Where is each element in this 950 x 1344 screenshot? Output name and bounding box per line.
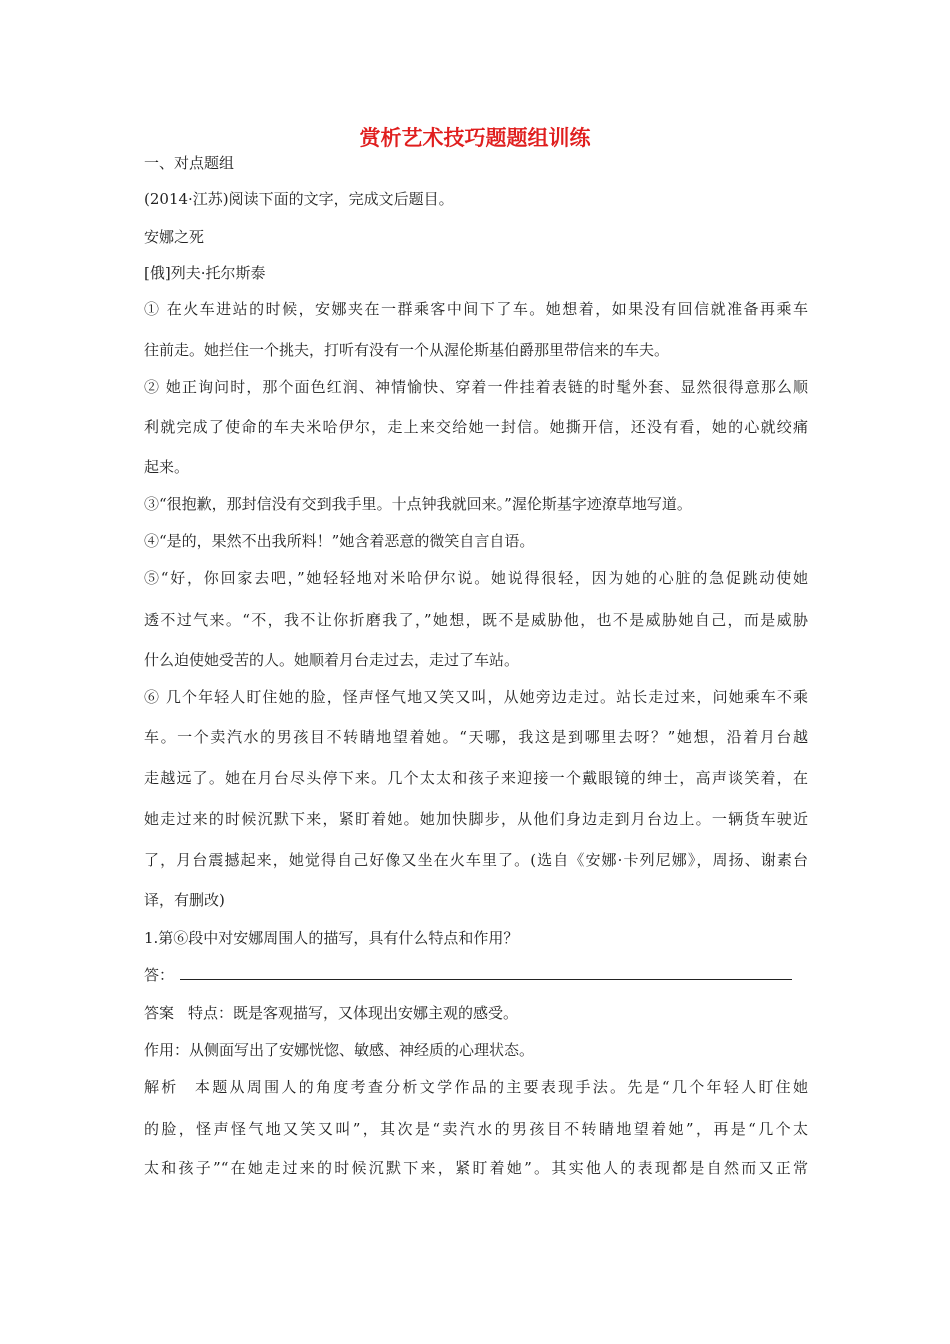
paragraph-line: 利就完成了使命的车夫米哈伊尔，走上来交给她一封信。她撕开信，还没有看，她的心就绞痛 [144,418,808,436]
paragraph-line: ④“是的，果然不出我所料！”她含着恶意的微笑自言自语。 [144,532,535,550]
article-title: 安娜之死 [144,228,205,246]
paragraph-line: 她走过来的时候沉默下来，紧盯着她。她加快脚步，从他们身边走到月台边上。一辆货车驶近 [144,810,808,828]
paragraph-line: 译，有删改) [144,891,225,909]
paragraph-line: ⑤“好，你回家去吧，”她轻轻地对米哈伊尔说。她说得很轻，因为她的心脏的急促跳动使她 [144,569,808,587]
answer-row [144,965,808,985]
answer-label: 答案 [144,1004,175,1022]
paragraph-line: 起来。 [144,458,190,476]
analysis-line: 本题从周围人的角度考查分析文学作品的主要表现手法。先是“几个年轻人盯住她 [192,1078,808,1096]
source-line: (2014·江苏)阅读下面的文字，完成文后题目。 [144,190,454,208]
effect-text: 作用：从侧面写出了安娜恍惚、敏感、神经质的心理状态。 [144,1041,535,1059]
paragraph-line: 车。一个卖汽水的男孩目不转睛地望着她。“天哪，我这是到哪里去呀？”她想，沿着月台越 [144,728,808,746]
page-title: 赏析艺术技巧题题组训练 [359,126,591,150]
analysis-line: 的脸，怪声怪气地又笑又叫”，其次是“卖汽水的男孩目不转睛地望着她”，再是“几个太 [144,1120,808,1138]
paragraph-line: ② 她正询问时，那个面色红润、神情愉快、穿着一件挂着表链的时髦外套、显然很得意那么顺 [144,378,808,396]
analysis-first-line [144,1077,808,1097]
analysis-label: 解析 [144,1078,179,1096]
paragraph-line: 走越远了。她在月台尽头停下来。几个太太和孩子来迎接一个戴眼镜的绅士，高声谈笑着，在 [144,769,808,787]
paragraph-line: ⑥ 几个年轻人盯住她的脸，怪声怪气地又笑又叫，从她旁边走过。站长走过来，问她乘车不乘 [144,688,808,706]
paragraph-line: 什么迫使她受苦的人。她顺着月台走过去，走过了车站。 [144,651,520,669]
analysis-line: 太和孩子”“在她走过来的时候沉默下来，紧盯着她”。其实他人的表现都是自然而又正常 [144,1159,808,1177]
question-text: 1.第⑥段中对安娜周围人的描写，具有什么特点和作用？ [144,929,519,947]
author-line: [俄]列夫·托尔斯泰 [144,264,266,282]
paragraph-line: 往前走。她拦住一个挑夫，打听有没有一个从渥伦斯基伯爵那里带信来的车夫。 [144,341,670,359]
paragraph-line: ① 在火车进站的时候，安娜夹在一群乘客中间下了车。她想着，如果没有回信就准备再乘车 [144,300,808,318]
answer-text: 特点：既是客观描写，又体现出安娜主观的感受。 [188,1004,519,1022]
answer-blank-line[interactable] [180,967,792,980]
answer-prompt: 答： [144,966,175,984]
paragraph-line: 了，月台震撼起来，她觉得自己好像又坐在火车里了。(选自《安娜·卡列尼娜》，周扬、谢素台 [144,851,808,869]
section-heading: 一、对点题组 [144,154,235,172]
paragraph-line: 透不过气来。“不，我不让你折磨我了，”她想，既不是威胁他，也不是威胁她自己，而是威胁 [144,611,808,629]
paragraph-line: ③“很抱歉，那封信没有交到我手里。十点钟我就回来。”渥伦斯基字迹潦草地写道。 [144,495,692,513]
answer-row-key [144,1003,808,1023]
